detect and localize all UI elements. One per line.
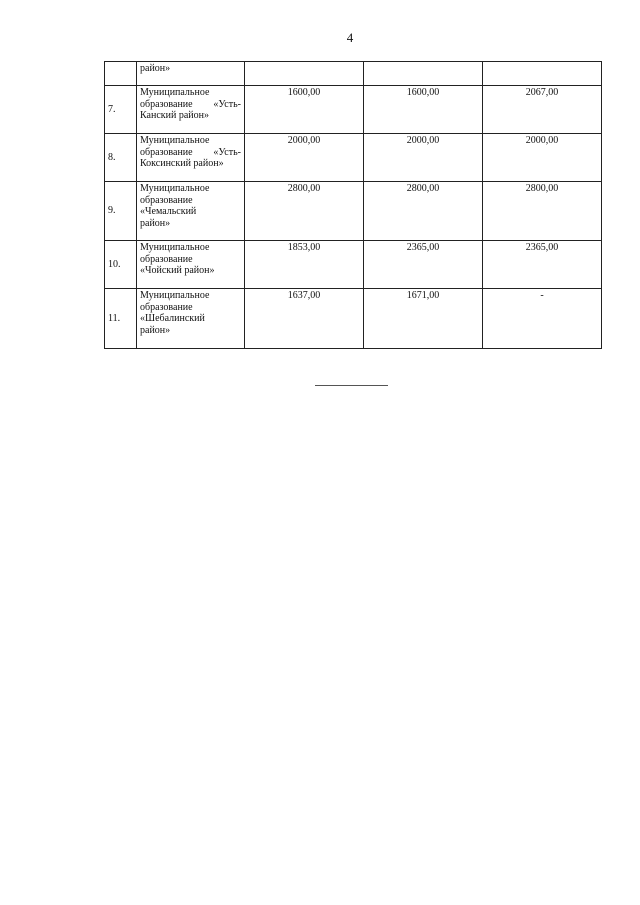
- name-line: район»: [140, 217, 171, 229]
- name-line: образование: [140, 253, 193, 265]
- value-cell-3: 2800,00: [483, 182, 602, 241]
- name-line: образование: [140, 301, 193, 313]
- value-cell-1: 1600,00: [245, 86, 364, 134]
- table-row: [105, 289, 602, 349]
- municipality-name-cell: [137, 182, 245, 241]
- page-number: 4: [346, 30, 354, 45]
- name-line: Муниципальное: [140, 290, 210, 301]
- name-line: образование «Усть-: [140, 146, 241, 158]
- municipality-name-cell: [137, 289, 245, 349]
- municipality-name-cell: [137, 134, 245, 182]
- value-cell-1: 1853,00: [245, 241, 364, 289]
- municipality-name-cell: [137, 241, 245, 289]
- value-cell-2: 1671,00: [364, 289, 483, 349]
- name-line: «Чемальский: [140, 206, 197, 217]
- table-row: [105, 62, 602, 86]
- name-line: образование: [140, 194, 193, 206]
- name-line: образование «Усть-: [140, 98, 241, 110]
- row-number-cell: 8.: [105, 134, 137, 182]
- value-cell-2: 2000,00: [364, 134, 483, 182]
- table-row: [105, 134, 602, 182]
- row-number-cell: 10.: [105, 241, 137, 289]
- value-cell-1: [245, 62, 364, 86]
- value-cell-2: [364, 62, 483, 86]
- row-number-cell: [105, 62, 137, 86]
- name-line: «Шебалинский: [140, 313, 205, 324]
- row-number-cell: 7.: [105, 86, 137, 134]
- name-line: Муниципальное: [140, 183, 210, 194]
- value-cell-3: 2067,00: [483, 86, 602, 134]
- name-line: район»: [140, 63, 171, 74]
- row-number-cell: 11.: [105, 289, 137, 349]
- end-of-document-rule: [315, 385, 388, 386]
- value-cell-3: 2000,00: [483, 134, 602, 182]
- name-line: район»: [140, 324, 171, 336]
- table-row: [105, 182, 602, 241]
- name-line: «Чойский район»: [140, 265, 215, 276]
- value-cell-1: 1637,00: [245, 289, 364, 349]
- value-cell-2: 2365,00: [364, 241, 483, 289]
- name-line: Муниципальное: [140, 135, 210, 146]
- name-line: Канский район»: [140, 110, 209, 121]
- name-line: Муниципальное: [140, 87, 210, 98]
- value-cell-1: 2800,00: [245, 182, 364, 241]
- table-row: [105, 86, 602, 134]
- table-row: [105, 241, 602, 289]
- row-number-cell: 9.: [105, 182, 137, 241]
- name-line: Муниципальное: [140, 242, 210, 253]
- name-line: Коксинский район»: [140, 158, 224, 169]
- allocation-table: [104, 61, 602, 349]
- value-cell-2: 1600,00: [364, 86, 483, 134]
- municipality-name-cell: [137, 62, 245, 86]
- value-cell-1: 2000,00: [245, 134, 364, 182]
- value-cell-3: -: [483, 289, 602, 349]
- value-cell-3: 2365,00: [483, 241, 602, 289]
- value-cell-2: 2800,00: [364, 182, 483, 241]
- municipality-name-cell: [137, 86, 245, 134]
- value-cell-3: [483, 62, 602, 86]
